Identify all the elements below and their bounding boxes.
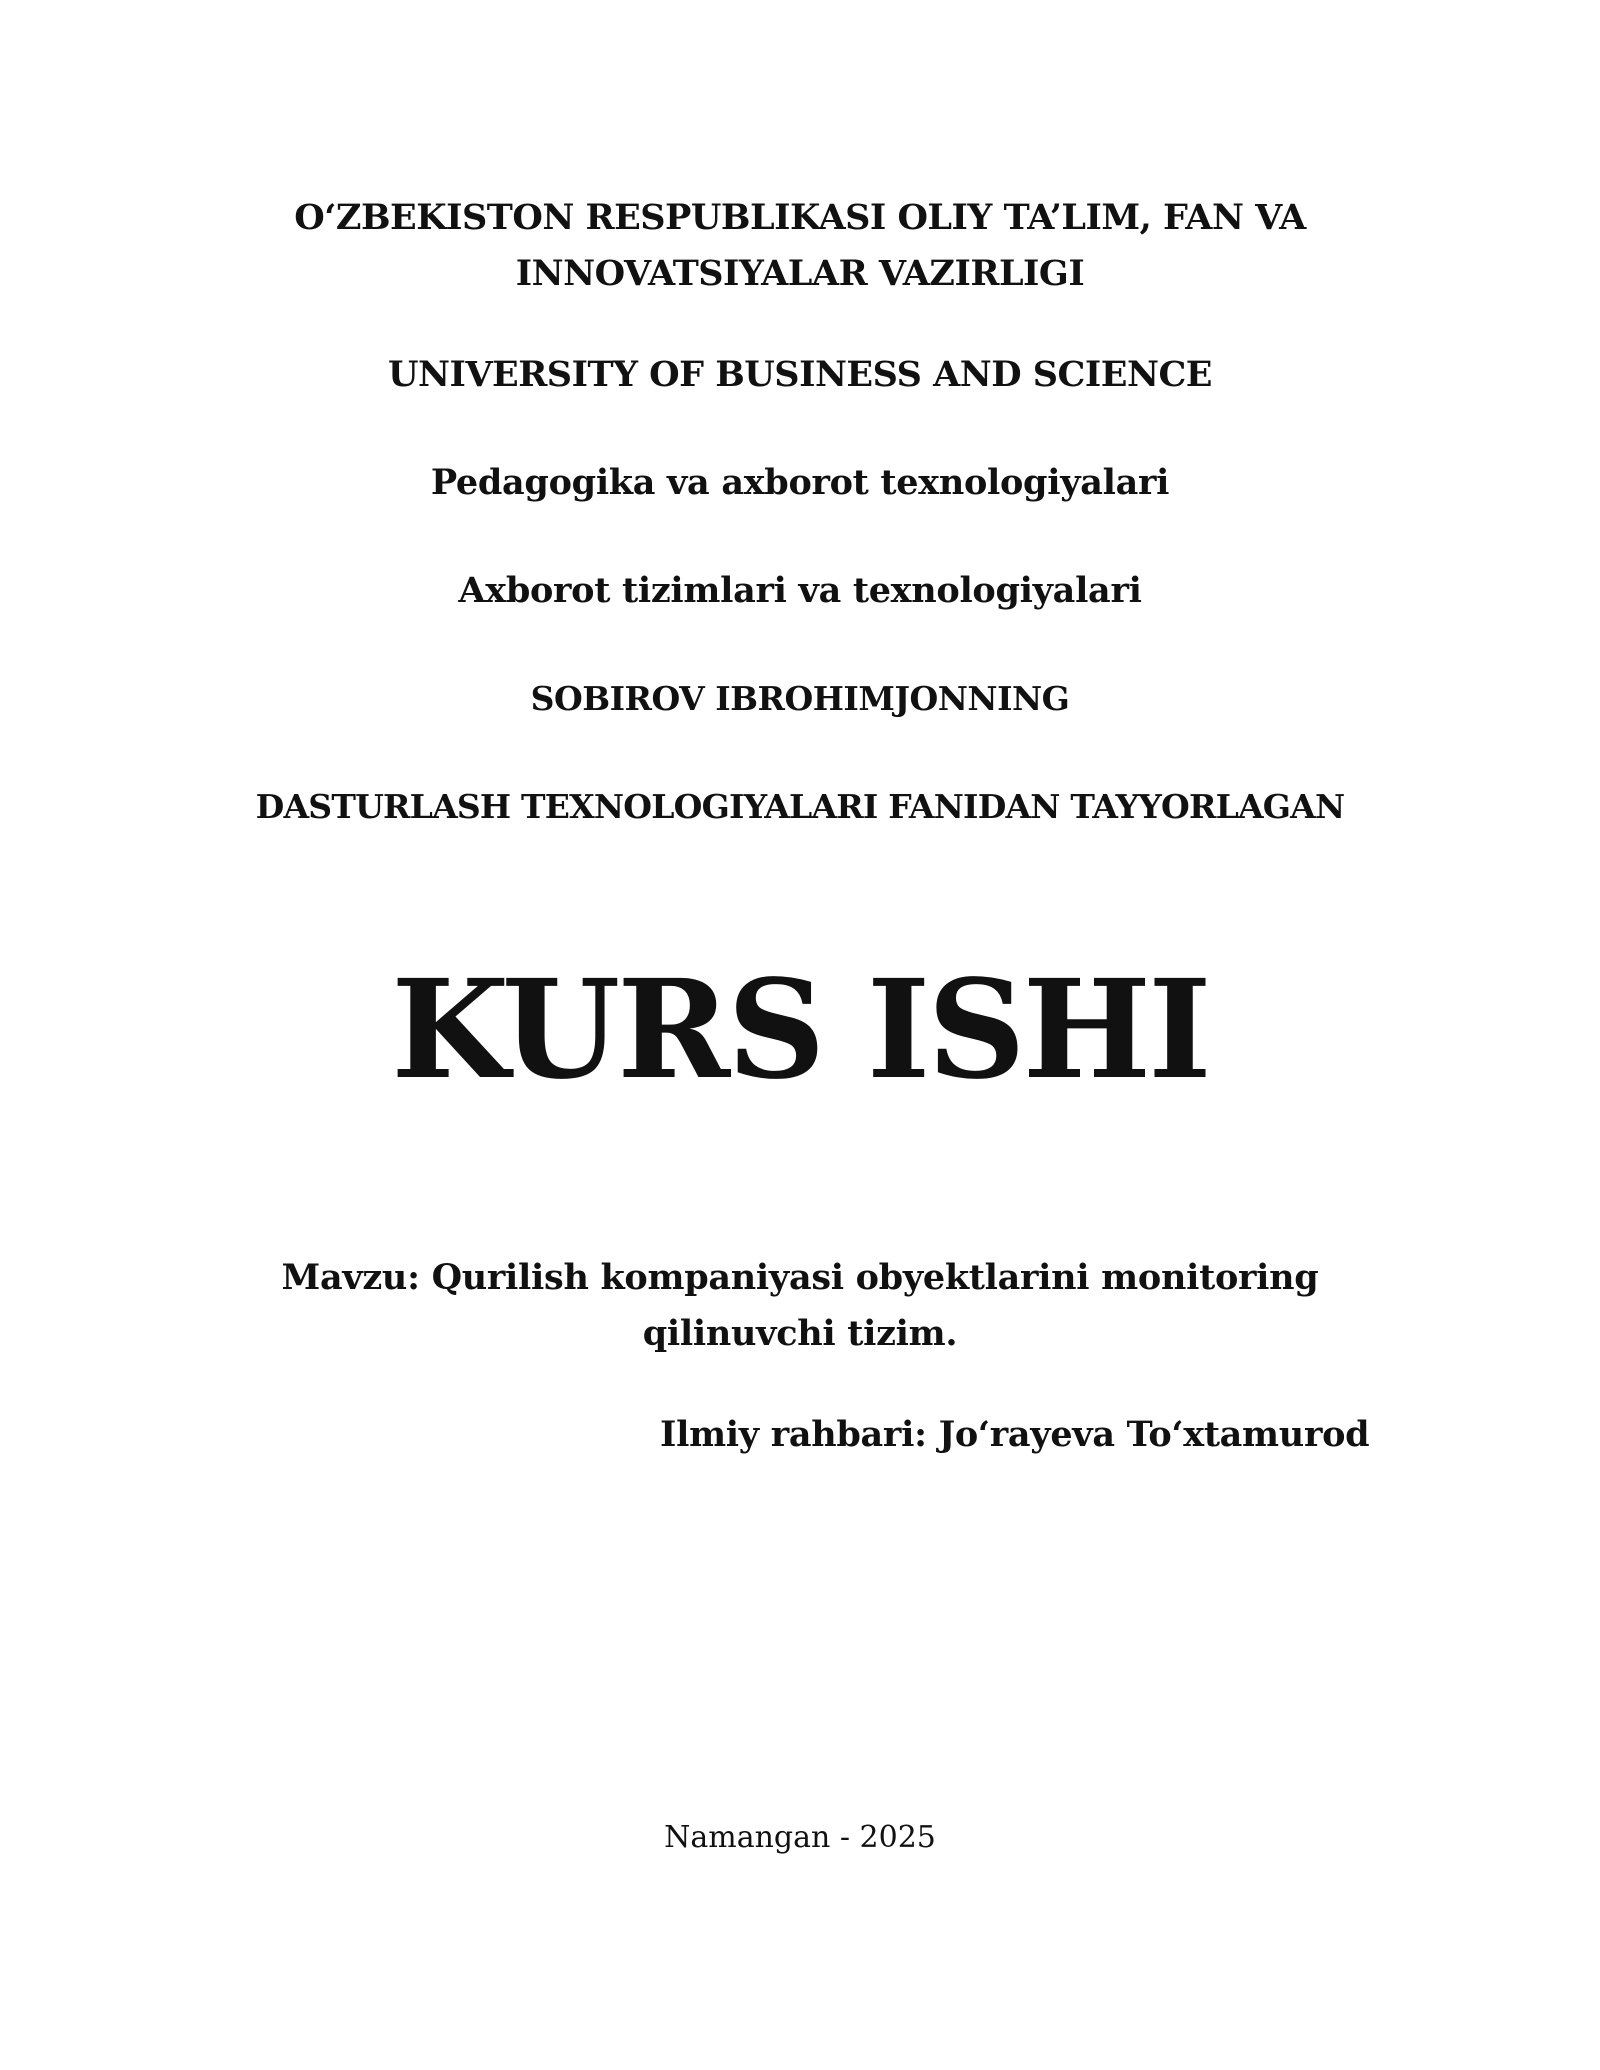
ministry-heading: [0, 190, 1600, 302]
place-and-year: Namangan - 2025: [664, 1820, 936, 1855]
student-name: SOBIROV IBROHIMJONNING: [530, 679, 1070, 718]
topic-line-2: qilinuvchi tizim.: [642, 1313, 958, 1354]
subject-line: DASTURLASH TEXNOLOGIYALARI FANIDAN TAYYORLAGAN: [255, 787, 1345, 826]
advisor: Ilmiy rahbari: Jo‘rayeva To‘xtamurod: [660, 1414, 1370, 1455]
faculty-name: Pedagogika va axborot texnologiyalari: [430, 462, 1170, 503]
topic: [0, 1250, 1600, 1362]
university-name: UNIVERSITY OF BUSINESS AND SCIENCE: [388, 354, 1212, 395]
ministry-line-1: O‘ZBEKISTON RESPUBLIKASI OLIY TA’LIM, FAN VA: [294, 197, 1306, 238]
document-title: KURS ISHI: [391, 950, 1209, 1110]
topic-line-1: Mavzu: Qurilish kompaniyasi obyektlarini monitoring: [281, 1257, 1319, 1298]
direction-name: Axborot tizimlari va texnologiyalari: [458, 570, 1142, 611]
ministry-line-2: INNOVATSIYALAR VAZIRLIGI: [515, 253, 1085, 294]
